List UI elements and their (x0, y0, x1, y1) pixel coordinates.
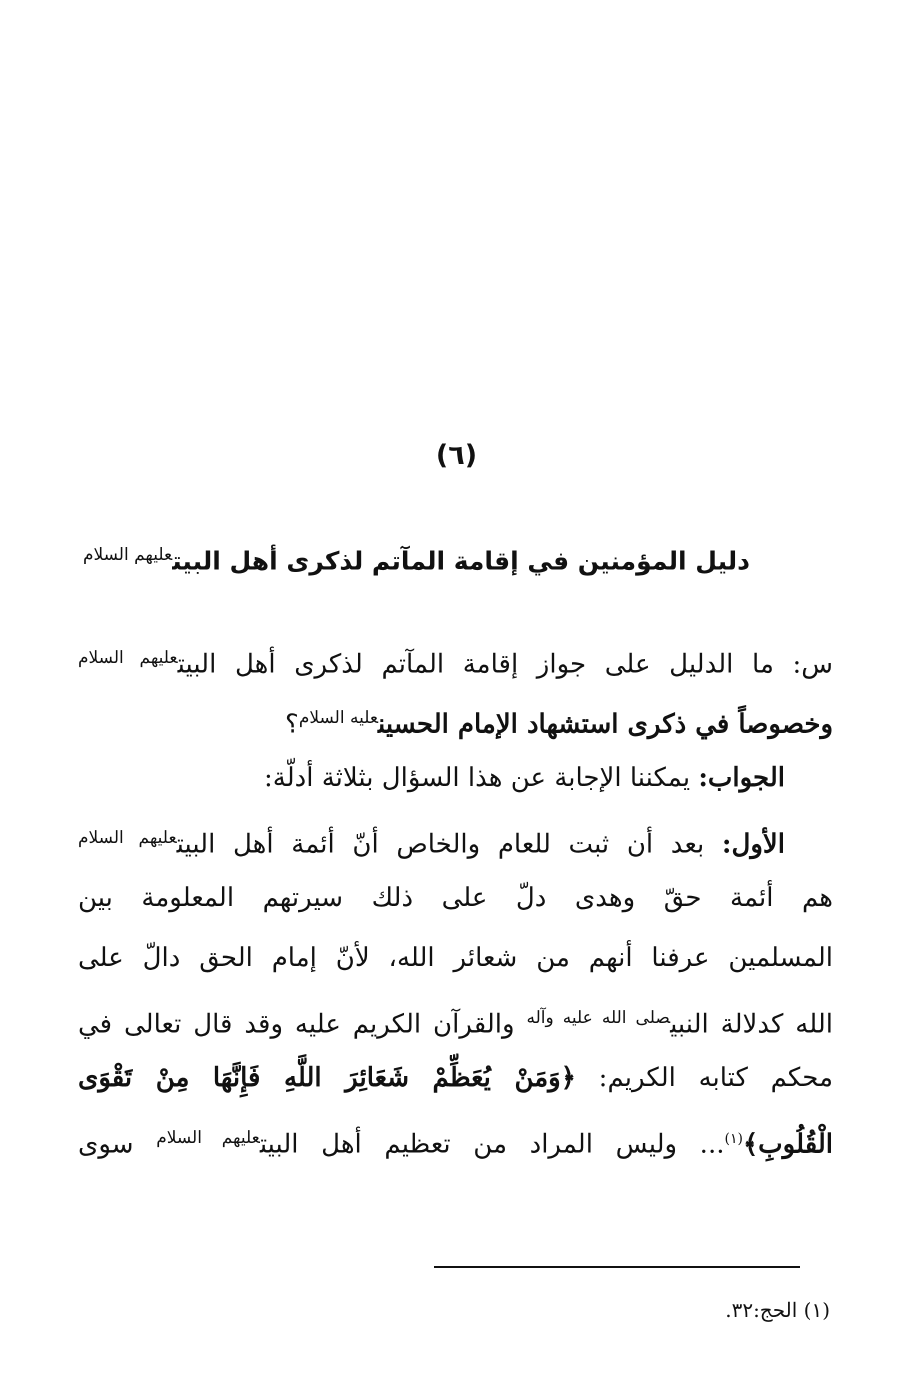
answer-text: يمكننا الإجابة عن هذا السؤال بثلاثة أدلّة: (264, 763, 699, 793)
honorific-imam-husayn: عليه السلام (298, 708, 379, 728)
chapter-number: (٦) (435, 440, 478, 471)
body-line-9 (78, 1108, 833, 1168)
body-line-6 (78, 928, 833, 988)
chapter-title (82, 545, 750, 576)
chapter-title-honorific: عليهم السلام (82, 545, 173, 565)
paragraph-text-8: محكم كتابه الكريم: (575, 1063, 833, 1093)
paragraph-text-7b: والقرآن الكريم عليه وقد قال تعالى في (78, 1009, 527, 1040)
body-line-question-1 (78, 628, 833, 688)
body-line-8 (78, 1048, 833, 1108)
question-mark: ؟ (285, 709, 299, 740)
honorific-ahl-al-bayt-1: عليهم السلام (78, 648, 178, 668)
footnote: (١) الحج:٣٢. (725, 1298, 830, 1322)
footnote-reference[interactable]: (١) (724, 1131, 743, 1147)
first-proof-label: الأول: (721, 829, 785, 860)
paragraph-text-7a: الله كدلالة النبي (670, 1009, 833, 1040)
question-text-2: وخصوصاً في ذكرى استشهاد الإمام الحسين (378, 709, 833, 740)
body-line-question-2 (78, 688, 833, 748)
quran-verse-part-2: الْقُلُوبِ﴾ (742, 1129, 833, 1160)
answer-label: الجواب: (698, 763, 785, 793)
paragraph-text-5: هم أئمة حقّ وهدى دلّ على ذلك سيرتهم المعلومة بين (78, 883, 833, 913)
footnote-divider (434, 1266, 800, 1268)
body-text (78, 628, 833, 1168)
paragraph-text-9a: ... وليس المراد من تعظيم أهل البيت (259, 1129, 725, 1160)
honorific-ahl-al-bayt-2: عليهم السلام (78, 828, 177, 848)
honorific-prophet: صلى الله عليه وآله (526, 1008, 671, 1028)
body-line-7 (78, 988, 833, 1048)
body-line-first-proof (78, 808, 833, 868)
paragraph-text-9b: سوى (78, 1129, 157, 1160)
paragraph-text-6: المسلمين عرفنا أنهم من شعائر الله، لأنّ إمام الحق دالّ على (78, 943, 833, 973)
honorific-ahl-al-bayt-3: عليهم السلام (156, 1128, 260, 1148)
question-text-1: س: ما الدليل على جواز إقامة المآتم لذكرى أهل البيت (177, 649, 834, 680)
quran-verse-part-1: ﴿وَمَنْ يُعَظِّمْ شَعَائِرَ اللَّهِ فَإِنَّهَا مِنْ تَقْوَى (78, 1063, 576, 1093)
chapter-title-text: دليل المؤمنين في إقامة المآتم لذكرى أهل البيت (172, 546, 750, 576)
body-line-5 (78, 868, 833, 928)
body-line-answer (78, 748, 833, 808)
first-proof-text: بعد أن ثبت للعام والخاص أنّ أئمة أهل البيت (176, 829, 722, 860)
